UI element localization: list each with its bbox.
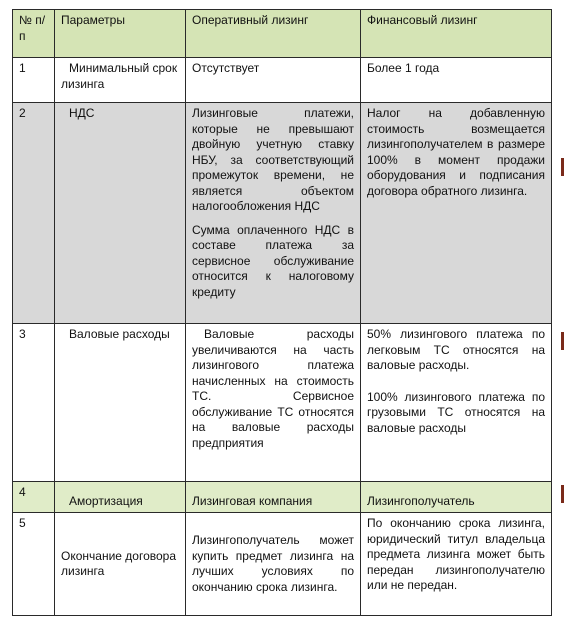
operative-text: Сумма оплаченного НДС в составе платежа за сервисное обслуживание относится к налоговому кредиту xyxy=(192,222,354,299)
header-operative-leasing: Оперативный лизинг xyxy=(186,10,361,58)
row-parameter xyxy=(55,103,186,324)
table-row xyxy=(13,513,552,616)
financial-cell xyxy=(361,103,552,324)
financial-text: Налог на добавленную стоимость возмещается лизингополучателем в размере 100% в момент продажи оборудования и подписания договора обратного лизинга. xyxy=(367,106,545,198)
financial-text: 100% лизингового платежа по грузовыми ТС относятся на валовые расходы xyxy=(367,389,545,435)
operative-cell xyxy=(186,58,361,103)
header-parameters: Параметры xyxy=(55,10,186,58)
financial-text: 50% лизингового платежа по легковым ТС относятся на валовые расходы. xyxy=(367,327,545,372)
operative-text: Валовые расходы увеличиваются на часть лизингового платежа начисленных на стоимость ТС. Сервисное обслуживание ТС относятся на валовые расходы предприятия xyxy=(192,327,354,450)
row-num: 2 xyxy=(13,103,55,324)
parameter-text: Амортизация xyxy=(69,493,143,508)
operative-text: Лизинговые платежи, которые не превышают двойную учетную ставку НБУ, за соответствующий промежуток времени, не является объектом налогообложения НДС xyxy=(192,106,354,213)
row-parameter xyxy=(55,324,186,482)
table-row xyxy=(13,58,552,103)
header-financial-leasing: Финансовый лизинг xyxy=(361,10,552,58)
operative-cell xyxy=(186,513,361,616)
operative-text: Отсутствует xyxy=(192,61,260,75)
table-row xyxy=(13,103,552,324)
row-num: 3 xyxy=(13,324,55,482)
row-parameter xyxy=(55,58,186,103)
table-row xyxy=(13,324,552,482)
parameter-text: Окончание договора лизинга xyxy=(61,548,177,578)
financial-text: Лизингополучатель xyxy=(367,493,475,508)
financial-cell xyxy=(361,58,552,103)
parameter-text: Валовые расходы xyxy=(69,327,170,341)
financial-text: По окончанию срока лизинга, юридический титул владельца предмета лизинга может быть передан лизингополучателю или не передан. xyxy=(367,516,545,592)
leasing-comparison-table xyxy=(12,9,552,616)
financial-text: Более 1 года xyxy=(367,61,440,75)
financial-cell xyxy=(361,513,552,616)
operative-text: Лизинговая компания xyxy=(192,493,313,508)
financial-cell xyxy=(361,324,552,482)
row-num: 4 xyxy=(13,482,55,513)
parameter-text: Минимальный срок лизинга xyxy=(61,61,178,91)
header-num: № п/п xyxy=(13,10,55,58)
row-num: 5 xyxy=(13,513,55,616)
operative-text: Лизингополучатель может купить предмет лизинга на лучших условиях по окончанию срока лизинга. xyxy=(192,533,354,594)
row-parameter xyxy=(55,513,186,616)
header-row xyxy=(13,10,552,58)
row-parameter xyxy=(55,482,186,513)
operative-cell xyxy=(186,482,361,513)
operative-cell xyxy=(186,324,361,482)
table-row xyxy=(13,482,552,513)
operative-cell xyxy=(186,103,361,324)
financial-cell xyxy=(361,482,552,513)
parameter-text: НДС xyxy=(69,106,95,120)
row-num: 1 xyxy=(13,58,55,103)
